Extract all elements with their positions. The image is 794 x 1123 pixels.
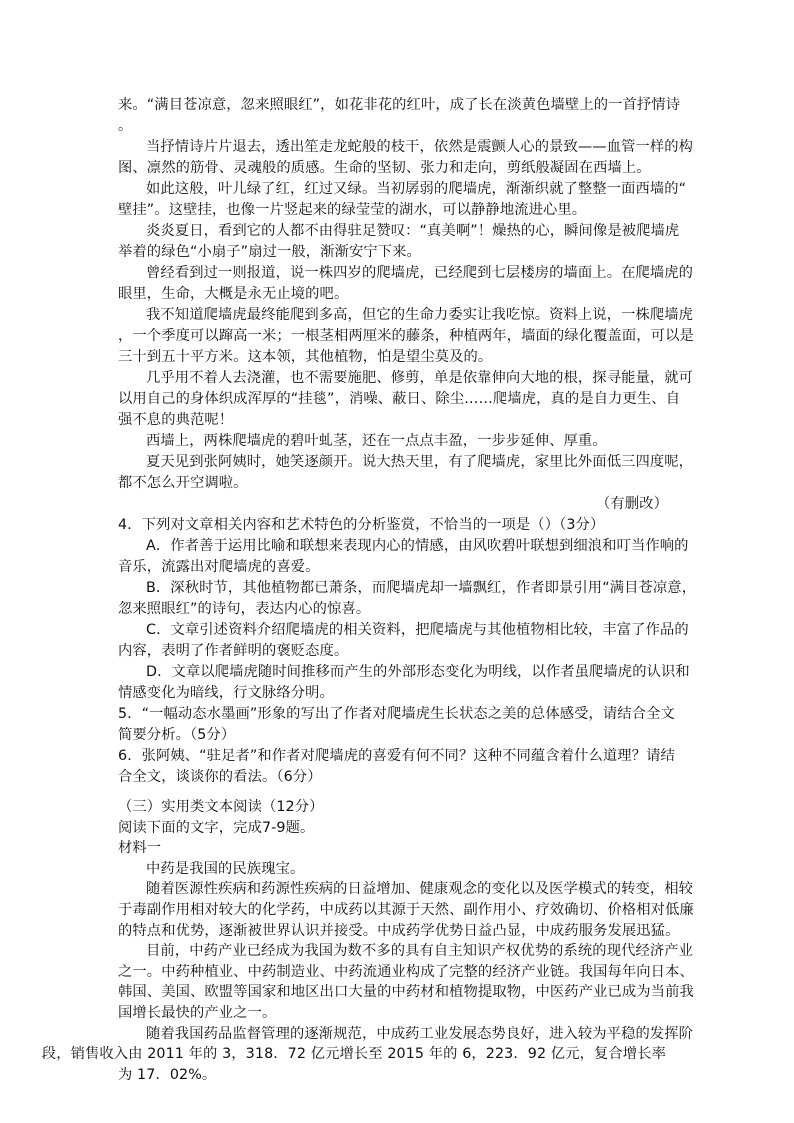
option-b: B．深秋时节，其他植物都已萧条，而爬墙虎却一墙飘红，作者即景引用“满目苍凉意， (146, 580, 697, 596)
text-line: 来。“满目苍凉意，忽来照眼红”，如花非花的红叶，成了长在淡黄色墙壁上的一首抒情诗 (118, 97, 681, 113)
text-line: 三十到五十平方米。这本领，其他植物，怕是望尘莫及的。 (118, 349, 493, 365)
text-line: 夏天见到张阿姨时，她笑逐颜开。说大热天里，有了爬墙虎，家里比外面低三四度呢， (146, 454, 694, 470)
option-c: C．文章引述资料介绍爬墙虎的相关资料，把爬墙虎与其他植物相比较，丰富了作品的 (146, 622, 689, 638)
option-a: A．作者善于运用比喻和联想来表现内心的情感，由风吹碧叶联想到细浪和叮当作响的 (146, 538, 689, 554)
text-line: 壁挂”。这壁挂，也像一片竖起来的绿莹莹的湖水，可以静静地流进心里。 (118, 202, 587, 218)
text-line: 为 17．02%。 (118, 1066, 217, 1083)
instruction: 阅读下面的文字，完成7-9题。 (118, 819, 315, 836)
section-heading: （三）实用类文本阅读（12分） (118, 799, 324, 815)
question-5: 5．“一幅动态水墨画”形象的写出了作者对爬墙虎生长状态之美的总体感受，请结合全文 (118, 706, 675, 722)
text-line: 目前，中药产业已经成为我国为数不多的具有自主知识产权优势的系统的现代经济产业 (146, 943, 694, 960)
text-line: 举着的绿色“小扇子”扇过一般，渐渐安宁下来。 (118, 244, 421, 260)
text-line: 之一。中药种植业、中药制造业、中药流通业构成了完整的经济产业链。我国每年向日本、 (118, 963, 694, 980)
text-line: 炎炎夏日，看到它的人都不由得驻足赞叹：“真美啊”！燥热的心，瞬间像是被爬墙虎 (146, 223, 680, 239)
text-line: 的特点和优势，逐渐被世界认识并接受。中成药学优势日益凸显，中成药服务发展迅猛。 (118, 922, 680, 939)
text-line: 如此这般，叶儿绿了红，红过又绿。当初孱弱的爬墙虎，渐渐织就了整整一面西墙的“ (146, 181, 687, 197)
question-4: 4．下列对文章相关内容和艺术特色的分析鉴赏，不恰当的一项是（）（3分） (118, 517, 605, 533)
text-line: 随着我国药品监督管理的逐渐规范，中成药工业发展态势良好，进入较为平稳的发挥阶 (146, 1025, 694, 1042)
text-line: 中药是我国的民族瑰宝。 (146, 860, 305, 877)
text-line: 音乐，流露出对爬墙虎的喜爱。 (118, 559, 320, 575)
text-line: 。 (118, 118, 133, 134)
text-line: 图、凛然的筋骨、灵魂般的质感。生命的坚韧、张力和走向，剪纸般凝固在西墙上。 (118, 160, 651, 176)
text-line: 随着医源性疾病和药源性疾病的日益增加、健康观念的变化以及医学模式的转变，相较 (146, 881, 694, 898)
text-line: 段，销售收入由 2011 年的 3，318．72 亿元增长至 2015 年的 6，223．92 亿元，复合增长率 (41, 1046, 666, 1063)
text-line: 韩国、美国、欧盟等国家和地区出口大量的中药材和植物提取物，中医药产业已成为当前我 (118, 984, 694, 1001)
text-line: 以用自己的身体织成浑厚的“挂毯”，消噪、蔽日、除尘……爬墙虎，真的是自力更生、自 (118, 391, 681, 407)
text-line: 眼里，生命，大概是永无止境的吧。 (118, 286, 349, 302)
text-line: ，一个季度可以蹿高一米；一根茎相两厘米的藤条，种植两年，墙面的绿化覆盖面，可以是 (118, 328, 694, 344)
text-line: 曾经看到过一则报道，说一株四岁的爬墙虎，已经爬到七层楼房的墙面上。在爬墙虎的 (146, 265, 694, 281)
text-line: 西墙上，两株爬墙虎的碧叶虬茎，还在一点点丰盈，一步步延伸、厚重。 (146, 433, 607, 449)
text-line: 于毒副作用相对较大的化学药，中成药以其源于天然、副作用小、疗效确切、价格相对低廉 (118, 902, 694, 918)
text-line: 强不息的典范呢！ (118, 412, 234, 428)
text-line: 内容，表明了作者鲜明的褒贬态度。 (118, 643, 349, 659)
source-note: （有删改） (596, 496, 668, 512)
option-d: D．文章以爬墙虎随时间推移而产生的外部形态变化为明线，以作者虽爬墙虎的认识和 (146, 664, 690, 680)
text-line: 都不怎么开空调啦。 (118, 475, 248, 491)
text-line: 几乎用不着人去浇灌，也不需要施肥、修剪，单是依靠伸向大地的根，探寻能量，就可 (146, 370, 694, 386)
text-line: 国增长最快的产业之一。 (118, 1005, 277, 1021)
text-line: 合全文，谈谈你的看法。（6分） (118, 769, 322, 785)
text-line: 忽来照眼红”的诗句，表达内心的惊喜。 (118, 601, 371, 617)
text-line: 简要分析。（5分） (118, 727, 236, 743)
text-line: 我不知道爬墙虎最终能爬到多高，但它的生命力委实让我吃惊。资料上说，一株爬墙虎 (146, 307, 694, 323)
text-line: 情感变化为暗线，行文脉络分明。 (118, 685, 334, 701)
question-6: 6．张阿姨、“驻足者”和作者对爬墙虎的喜爱有何不同？这种不同蕴含着什么道理？请结 (118, 748, 675, 764)
material-label: 材料一 (118, 840, 162, 857)
text-line: 当抒情诗片片退去，透出笙走龙蛇般的枝干，依然是震颤人心的景致——血管一样的构 (146, 139, 694, 155)
